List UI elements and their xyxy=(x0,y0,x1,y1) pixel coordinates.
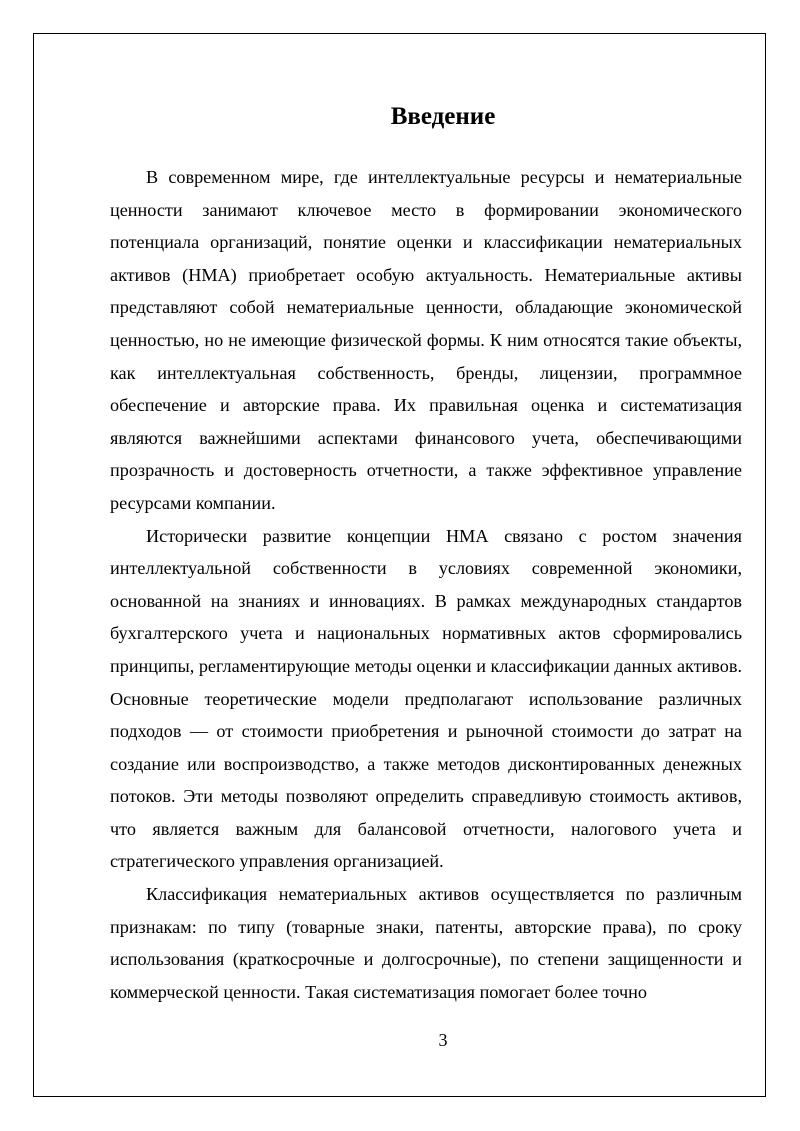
page-number: 3 xyxy=(438,1030,448,1050)
paragraph-history: Исторически развитие концепции НМА связано с ростом значения интеллектуальной собственности в условиях современной экономики, основанной на знаниях и инновациях. В рамках международных стандартов бухгалтерского учета и национальных нормативных актов сформировались принципы, регламентирующие методы оценки и классификации данных активов. Основные теоретические модели предполагают использование различных подходов — от стоимости приобретения и рыночной стоимости до затрат на создание или воспроизводство, а также методов дисконтированных денежных потоков. Эти методы позволяют определить справедливую стоимость активов, что является важным для балансовой отчетности, налогового учета и стратегического управления организацией. xyxy=(110,525,742,872)
paragraph-classification: Классификация нематериальных активов осуществляется по различным признакам: по типу (товарные знаки, патенты, авторские права), по сроку использования (краткосрочные и долгосрочные), по степени защищенности и коммерческой ценности. Такая систематизация помогает более точно xyxy=(110,884,742,1002)
document-body xyxy=(110,100,742,1008)
page-title: Введение xyxy=(390,103,496,130)
paragraph-intro: В современном мире, где интеллектуальные ресурсы и нематериальные ценности занимают ключевое место в формировании экономического потенциала организаций, понятие оценки и классификации нематериальных активов (НМА) приобретает особую актуальность. Нематериальные активы представляют собой нематериальные ценности, обладающие экономической ценностью, но не имеющие физической формы. К ним относятся такие объекты, как интеллектуальная собственность, бренды, лицензии, программное обеспечение и авторские права. Их правильная оценка и систематизация являются важнейшими аспектами финансового учета, обеспечивающими прозрачность и достоверность отчетности, а также эффективное управление ресурсами компании. xyxy=(110,167,742,513)
